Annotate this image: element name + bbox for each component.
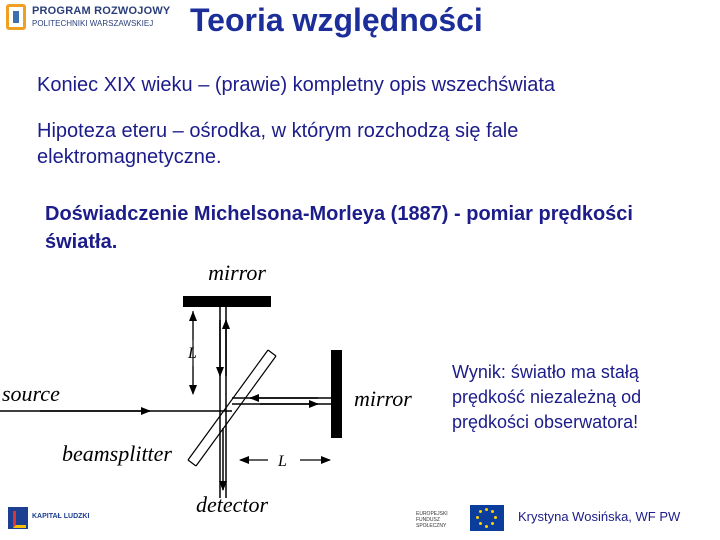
program-logo	[6, 2, 171, 36]
paragraph-end-of-19th-century: Koniec XIX wieku – (prawie) kompletny opis wszechświata	[37, 74, 555, 96]
kapital-ludzki-logo	[8, 505, 88, 533]
result-text: Wynik: światło ma stałą prędkość niezależną od prędkości obserwatora!	[452, 362, 642, 432]
slide-title: Teoria względności	[190, 2, 483, 38]
length-vertical-label: L	[188, 345, 197, 362]
mirror-top-label: mirror	[208, 260, 266, 285]
right-mirror	[331, 350, 342, 438]
source-label: source	[2, 381, 60, 406]
program-logo-icon	[6, 4, 26, 30]
length-horizontal-label: L	[278, 453, 287, 470]
paragraph-michelson-morley: Doświadczenie Michelsona-Morleya (1887) - pomiar prędkości światła.	[45, 203, 633, 253]
program-logo-line1: PROGRAM ROZWOJOWY	[32, 5, 171, 17]
author-credit: Krystyna Wosińska, WF PW	[518, 509, 681, 524]
fund-text: EUROPEJSKI FUNDUSZ SPOŁECZNY	[416, 511, 448, 529]
beamsplitter-label: beamsplitter	[62, 441, 172, 466]
program-logo-line2: POLITECHNIKI WARSZAWSKIEJ	[32, 19, 154, 28]
top-mirror	[183, 296, 271, 307]
paragraph-ether-hypothesis: Hipoteza eteru – ośrodka, w którym rozchodzą się fale elektromagnetyczne.	[37, 120, 519, 168]
kapital-ludzki-text: KAPITAŁ LUDZKI	[32, 513, 90, 520]
mirror-right-label: mirror	[354, 386, 412, 411]
eu-flag-icon	[470, 505, 504, 531]
beamsplitter-plate	[188, 350, 276, 466]
kapital-ludzki-flag-icon	[8, 507, 28, 529]
interferometer-diagram	[0, 258, 440, 540]
detector-label: detector	[196, 492, 269, 517]
